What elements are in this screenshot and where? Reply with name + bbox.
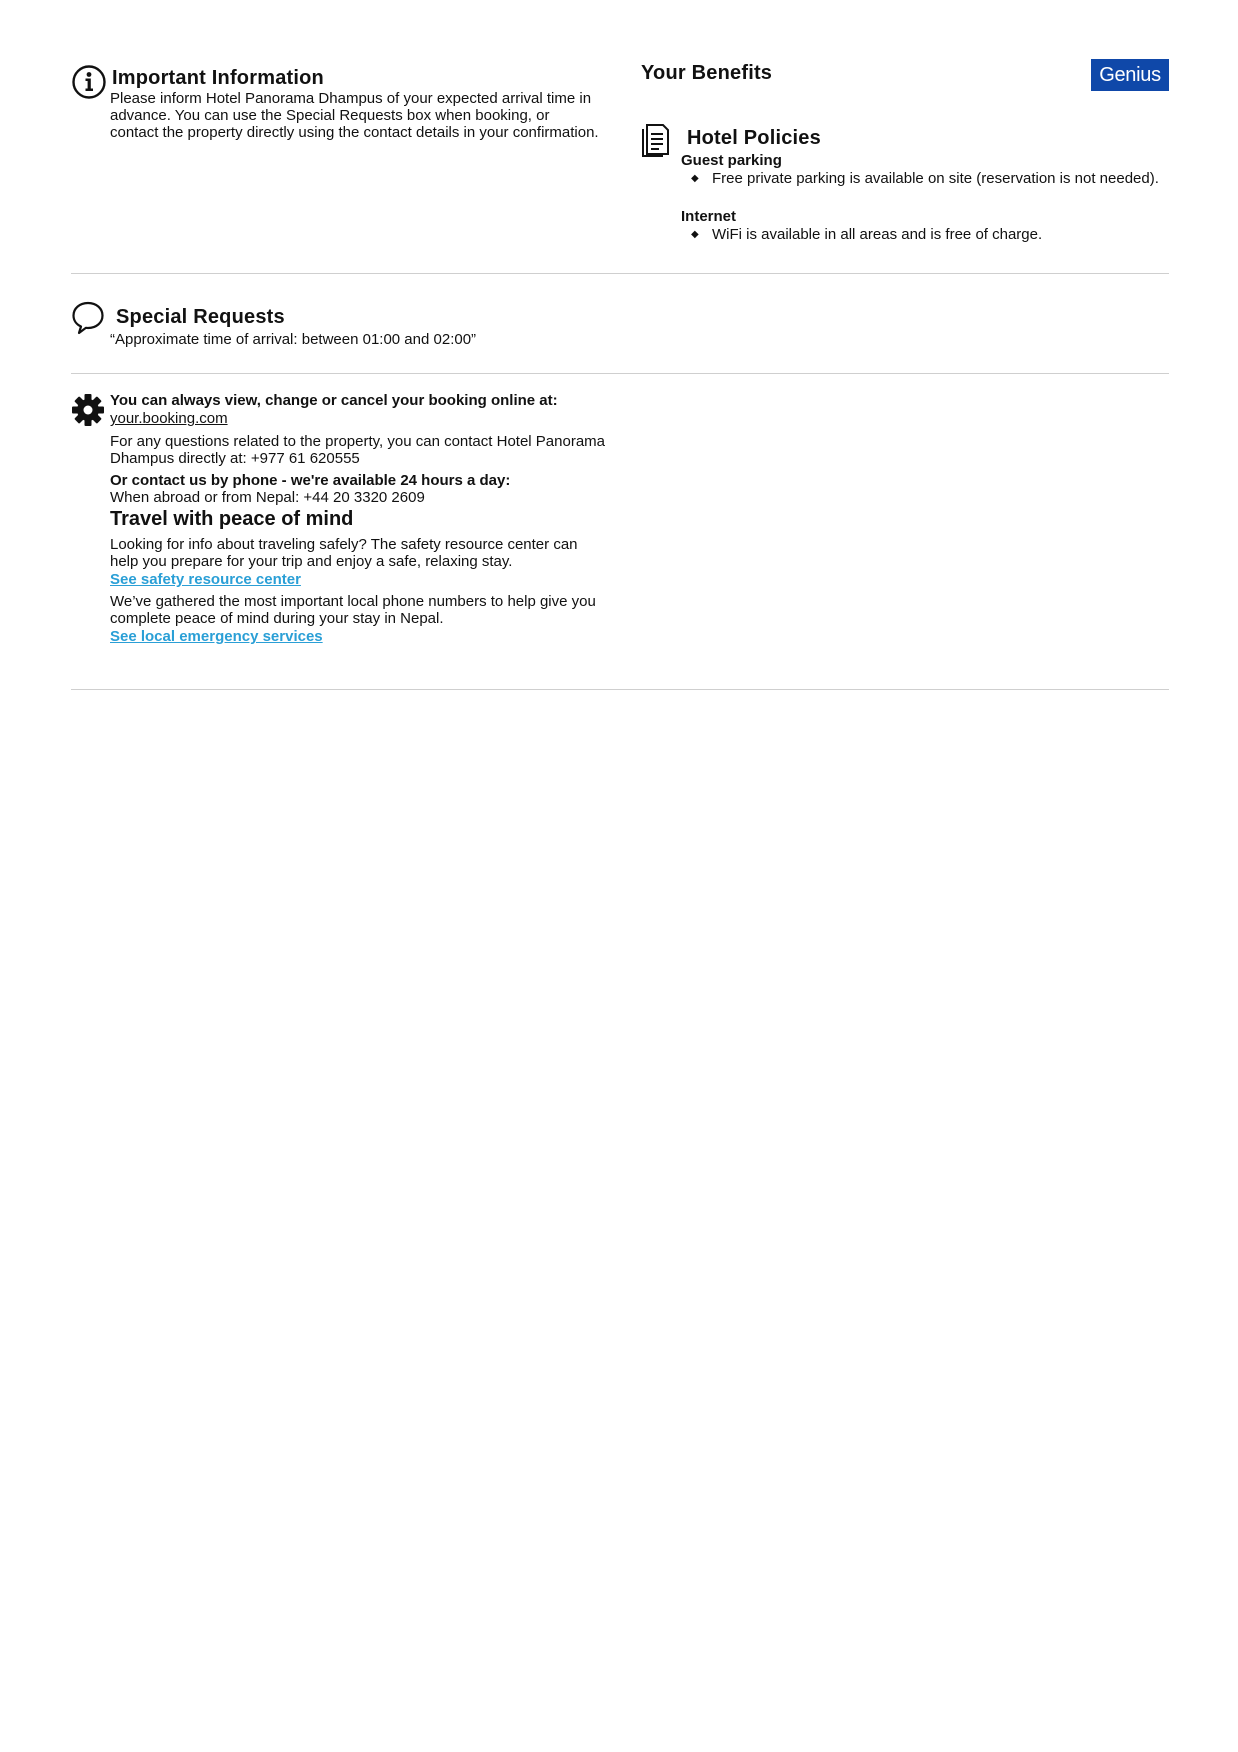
gear-icon [71, 393, 105, 427]
special-requests-title: Special Requests [116, 306, 285, 328]
phone-contact-heading: Or contact us by phone - we're available 24 hours a day: [110, 472, 511, 489]
policy-item-text: WiFi is available in all areas and is free of charge. [712, 226, 1043, 243]
document-icon [641, 123, 671, 157]
manage-booking-heading: You can always view, change or cancel your booking online at: [110, 392, 558, 409]
info-circle-icon [71, 64, 107, 100]
safety-resource-link[interactable]: See safety resource center [110, 571, 301, 588]
policy-group-guest-parking [681, 152, 1169, 187]
emergency-text: We’ve gathered the most important local phone numbers to help give you complete peace of mind during your stay in Nepal. [110, 593, 596, 627]
hotel-policies-title: Hotel Policies [687, 127, 821, 149]
policy-list [681, 170, 1169, 187]
policy-heading: Guest parking [681, 152, 782, 169]
speech-bubble-icon [71, 300, 105, 336]
divider [71, 689, 1169, 690]
safety-text: Looking for info about traveling safely? The safety resource center can help you prepare for your trip and enjoy a safe, relaxing stay. [110, 536, 578, 570]
policy-item [681, 170, 1169, 187]
confirmation-page [71, 0, 1169, 1752]
policy-list [681, 226, 1169, 243]
emergency-services-link[interactable]: See local emergency services [110, 628, 323, 645]
booking-site-link[interactable]: your.booking.com [110, 410, 228, 427]
top-section [71, 56, 1169, 246]
policy-item [681, 226, 1169, 243]
property-contact-text: For any questions related to the property, you can contact Hotel Panorama Dhampus directly at: +977 61 620555 [110, 433, 605, 467]
policy-group-internet [681, 208, 1169, 243]
travel-peace-title: Travel with peace of mind [110, 508, 354, 530]
important-information-title: Important Information [112, 67, 324, 89]
bullet-icon: ◆ [691, 173, 699, 184]
phone-contact-text: When abroad or from Nepal: +44 20 3320 2609 [110, 489, 425, 506]
special-requests-text: “Approximate time of arrival: between 01:00 and 02:00” [110, 331, 477, 348]
important-information-text: Please inform Hotel Panorama Dhampus of your expected arrival time in advance. You can use the Special Requests box when booking, or contact the property directly using the contact details in your confirmation. [110, 90, 599, 141]
divider [71, 273, 1169, 274]
genius-badge: Genius [1091, 59, 1169, 91]
manage-booking-section [110, 392, 610, 646]
your-benefits-title: Your Benefits [641, 62, 773, 84]
bullet-icon: ◆ [691, 229, 699, 240]
policy-heading: Internet [681, 208, 737, 225]
policy-item-text: Free private parking is available on site (reservation is not needed). [712, 170, 1159, 187]
divider [71, 373, 1169, 374]
